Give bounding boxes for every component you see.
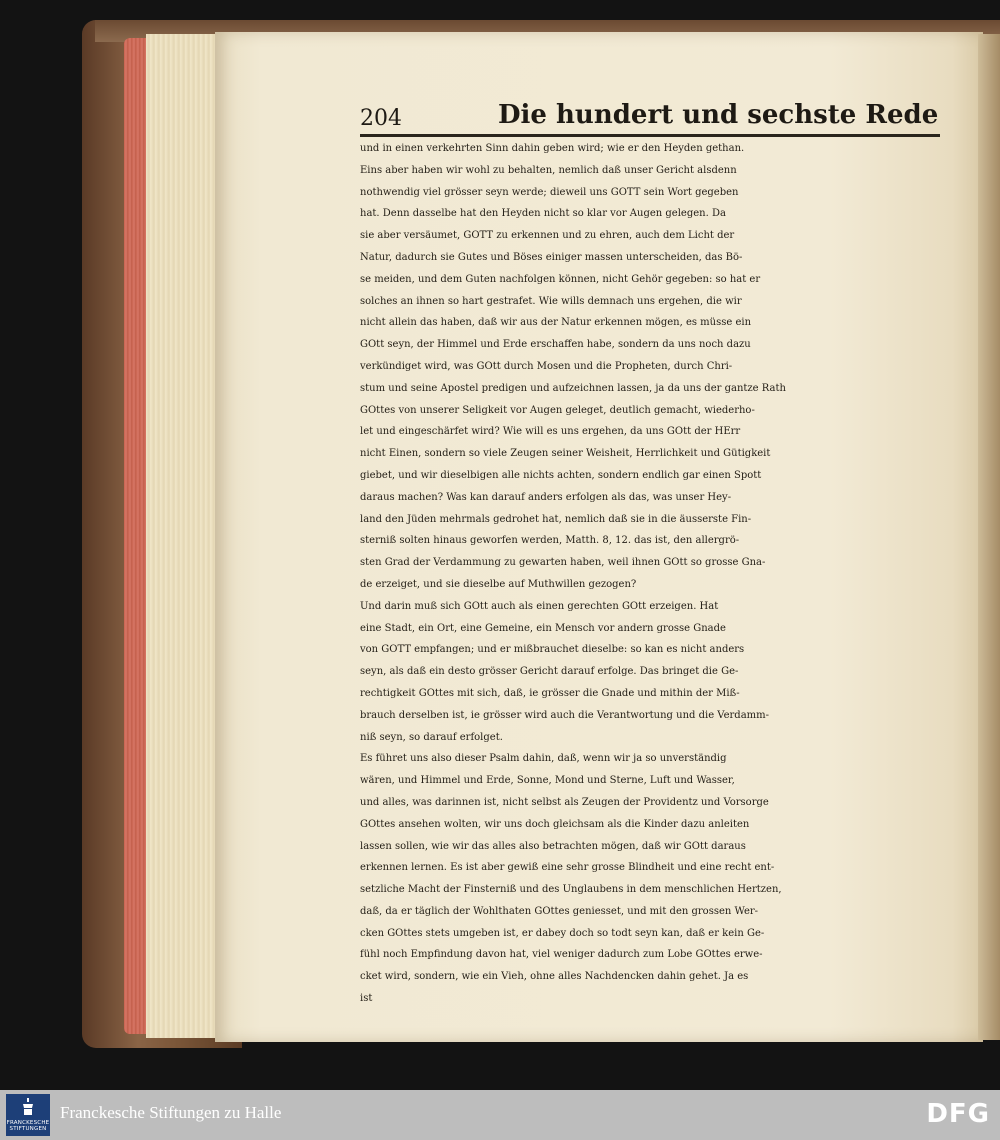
text-line: daraus machen? Was kan darauf anders erfolgen als das, was unser Hey- bbox=[360, 491, 732, 503]
text-line: se meiden, und dem Guten nachfolgen können, nicht Gehör gegeben: so hat er bbox=[360, 273, 761, 285]
text-line: GOttes ansehen wolten, wir uns doch gleichsam als die Kinder dazu anleiten bbox=[360, 818, 750, 830]
running-head: Die hundert und sechste Rede bbox=[498, 100, 939, 130]
text-line: solches an ihnen so hart gestrafet. Wie wills demnach uns ergehen, die wir bbox=[360, 295, 742, 307]
text-line: Es führet uns also dieser Psalm dahin, daß, wenn wir ja so unverständig bbox=[360, 753, 727, 765]
text-line: daß, da er täglich der Wohlthaten GOttes geniesset, und mit den grossen Wer- bbox=[360, 905, 759, 917]
text-line: von GOTT empfangen; und er mißbrauchet dieselbe: so kan es nicht anders bbox=[360, 644, 745, 656]
text-line: de erzeiget, und sie dieselbe auf Muthwillen gezogen? bbox=[360, 578, 637, 590]
francke-logo-icon bbox=[21, 1098, 35, 1116]
text-line: seyn, als daß ein desto grösser Gericht darauf erfolge. Das bringet die Ge- bbox=[360, 666, 739, 678]
text-line: sie aber versäumet, GOTT zu erkennen und zu ehren, auch dem Licht der bbox=[360, 230, 735, 242]
text-line: wären, und Himmel und Erde, Sonne, Mond und Sterne, Luft und Wasser, bbox=[360, 775, 735, 787]
text-line: nicht Einen, sondern so viele Zeugen seiner Weisheit, Herrlichkeit und Gütigkeit bbox=[360, 448, 771, 460]
red-page-edges bbox=[124, 38, 146, 1034]
text-line: giebet, und wir dieselbigen alle nichts achten, sondern endlich gar einen Spott bbox=[360, 469, 762, 481]
text-line: nothwendig viel grösser seyn werde; dieweil uns GOTT sein Wort gegeben bbox=[360, 186, 739, 198]
logo-text: FRANCKESCHE STIFTUNGEN bbox=[6, 1120, 50, 1132]
text-line: GOtt seyn, der Himmel und Erde erschaffen habe, sondern da uns noch dazu bbox=[360, 339, 751, 351]
institution-name[interactable]: Franckesche Stiftungen zu Halle bbox=[60, 1103, 282, 1122]
text-line: Natur, dadurch sie Gutes und Böses einiger massen unterscheiden, das Bö- bbox=[360, 251, 743, 263]
page-right-edge bbox=[978, 34, 1000, 1040]
text-line: rechtigkeit GOttes mit sich, daß, ie grösser die Gnade und mithin der Miß- bbox=[360, 687, 740, 699]
text-line: let und eingeschärfet wird? Wie will es uns ergehen, da uns GOtt der HErr bbox=[360, 426, 741, 438]
text-line: land den Jüden mehrmals gedrohet hat, nemlich daß sie in die äusserste Fin- bbox=[360, 513, 752, 525]
page-body-text bbox=[360, 138, 950, 1010]
francke-logo[interactable] bbox=[6, 1094, 50, 1136]
text-line: und in einen verkehrten Sinn dahin geben wird; wie er den Heyden gethan. bbox=[360, 143, 745, 154]
text-line: eine Stadt, ein Ort, eine Gemeine, ein Mensch vor andern grosse Gnade bbox=[360, 622, 726, 634]
text-line: Eins aber haben wir wohl zu behalten, nemlich daß unser Gericht alsdenn bbox=[360, 164, 737, 176]
page-number: 204 bbox=[360, 106, 402, 131]
text-line: ist bbox=[360, 993, 373, 1005]
header-rule bbox=[360, 134, 940, 137]
text-line: brauch derselben ist, ie grösser wird auch die Verantwortung und die Verdamm- bbox=[360, 709, 769, 721]
text-line: sterniß solten hinaus geworfen werden, Matth. 8, 12. das ist, den allergrö- bbox=[360, 535, 740, 547]
text-line: setzliche Macht der Finsterniß und des Unglaubens in dem menschlichen Hertzen, bbox=[360, 884, 782, 896]
text-line: fühl noch Empfindung davon hat, viel weniger dadurch zum Lobe GOttes erwe- bbox=[360, 949, 763, 961]
text-line: niß seyn, so darauf erfolget. bbox=[360, 731, 503, 743]
text-line: und alles, was darinnen ist, nicht selbst als Zeugen der Providentz und Vorsorge bbox=[360, 796, 769, 808]
text-line: Und darin muß sich GOtt auch als einen gerechten GOtt erzeigen. Hat bbox=[360, 600, 719, 612]
dfg-logo[interactable]: DFG bbox=[926, 1099, 990, 1129]
text-line: cket wird, sondern, wie ein Vieh, ohne alles Nachdencken dahin gehet. Ja es bbox=[360, 971, 749, 983]
text-line: erkennen lernen. Es ist aber gewiß eine sehr grosse Blindheit und eine recht ent- bbox=[360, 862, 775, 874]
text-line: lassen sollen, wie wir das alles also betrachten mögen, daß wir GOtt daraus bbox=[360, 840, 746, 852]
text-line: sten Grad der Verdammung zu gewarten haben, weil ihnen GOtt so grosse Gna- bbox=[360, 557, 766, 569]
text-line: hat. Denn dasselbe hat den Heyden nicht so klar vor Augen gelegen. Da bbox=[360, 208, 726, 220]
text-line: verkündiget wird, was GOtt durch Mosen und die Propheten, durch Chri- bbox=[360, 360, 733, 372]
text-line: stum und seine Apostel predigen und aufzeichnen lassen, ja da uns der gantze Rath bbox=[360, 382, 786, 394]
text-line: cken GOttes stets umgeben ist, er dabey doch so todt seyn kan, daß er kein Ge- bbox=[360, 927, 765, 939]
footer-bar bbox=[0, 1090, 1000, 1140]
text-line: nicht allein das haben, daß wir aus der Natur erkennen mögen, es müsse ein bbox=[360, 317, 752, 329]
text-line: GOttes von unserer Seligkeit vor Augen geleget, deutlich gemacht, wiederho- bbox=[360, 404, 755, 416]
